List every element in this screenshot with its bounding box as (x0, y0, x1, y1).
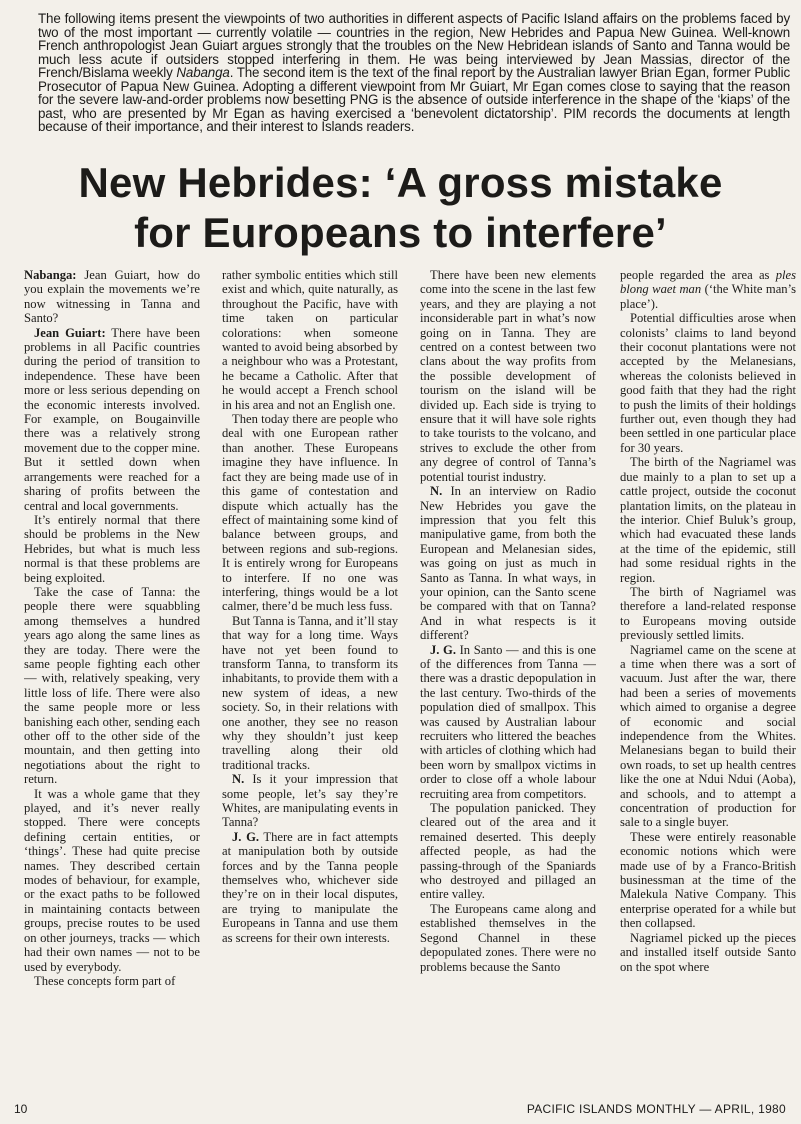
paragraph (222, 772, 398, 830)
speaker-label: N. (232, 772, 245, 787)
speaker-label: Jean Guiart: (34, 325, 106, 340)
intro-text-part1: The following items present the viewpoints of two authorities in different aspects of Pacific Island affairs on the problems faced by two of the most important — currently volatile — countries in the region, New Hebrides and Papua New Guinea. Well-known French anthropologist Jean Guiart argues strongly that the troubles on the New Hebridean islands of Santo and Tanna would be much less acute if outsiders stopped interfering in them. He was being interviewed by Jean Massias, director of the French/Bislama weekly (38, 11, 790, 80)
paragraph: These were entirely reasonable economic notions which were made use of by a Franco-British businessman at the time of the Malekula Native Company. This enterprise operated for a while but then collapsed. (620, 829, 796, 931)
article-body (24, 268, 800, 1068)
speaker-label: N. (430, 484, 443, 499)
paragraph (420, 484, 596, 642)
speaker-label: J. G. (232, 829, 260, 844)
paragraph: The population panicked. They cleared out of the area and it remained deserted. This deeply affected people, as had the passing-through of the Spaniards who destroyed and pillaged an entire valley. (420, 801, 596, 902)
speaker-label: Nabanga: (24, 268, 77, 282)
headline-line-2: for Europeans to interfere’ (134, 209, 667, 256)
paragraph: Potential difficulties arose when colonists’ claims to land beyond their coconut plantations were not accepted by the Melanesians, whereas the colonists believed in good faith that they had the right to push the limits of their holdings further out, even though they had been settled in one particular place for 30 years. (620, 311, 796, 455)
paragraph: It’s entirely normal that there should be problems in the New Hebrides, but what is much less normal is that these problems are being exploited. (24, 512, 200, 585)
paragraph-text: There are in fact attempts at manipulation both by outside forces and by the Tanna people themselves who, whichever side they’re on in their local disputes, are trying to manipulate the Europeans in Tanna and use them as screens for their own interests. (222, 829, 398, 945)
paragraph-text: (‘the White man’s place’). (620, 282, 796, 311)
paragraph-text: In an interview on Radio New Hebrides you gave the impression that you felt this manipulative game, from both the European and Melanesian sides, was going on just as much in Santo as Tanna. In what ways, in your opinion, can the Santo scene be compared with that on Tanna? And in what respects is it different? (420, 484, 596, 643)
paragraph: The birth of the Nagriamel was due mainly to a plan to set up a cattle project, outside the coconut plantation limits, on the plateau in the interior. Chief Buluk’s group, which had evacuated these lands at the time of the epidemic, still had some residual rights in the region. (620, 455, 796, 585)
page-number: 10 (14, 1102, 28, 1116)
paragraph-text: In Santo — and this is one of the differences from Tanna — there was a drastic depopulation in the last century. Two-thirds of the population died of smallpox. This was caused by Australian labour recruiters who littered the beaches with articles of clothing which had been worn by smallpox victims in order to close off a whole labour recruiting area from competitors. (420, 642, 596, 801)
paragraph: There have been new elements come into the scene in the last few years, and they are playing a not inconsiderable part in what’s now going on in Tanna. They are centred on a contest between two clans about the way profits from the possible development of tourism on the island will be divided up. Each side is trying to ensure that it will have sole rights to take tourists to the volcano, and strives to exclude the other from any degree of control of Tanna’s potential tourist industry. (420, 268, 596, 484)
paragraph: Then today there are people who deal with one European rather than another. These Europeans imagine they have influence. In fact they are being made use of in this game of contestation and dispute which actually has the effect of maintaining some kind of balance between groups, and between regions and sub-regions. It is entirely wrong for Europeans to interfere. If no one was interfering, things would be a lot calmer, there’d be much less fuss. (222, 412, 398, 614)
paragraph (222, 830, 398, 945)
paragraph: Nagriamel came on the scene at a time when there was a sort of vacuum. Just after the war, there had been a series of movements which aimed to organise a degree of economic and social independence from the Whites. Melanesians began to build their own roads, to set up health centres like the one at Ndui Ndui (Aoba), and schools, and to attempt a concentration of production for sale to a single buyer. (620, 642, 796, 830)
paragraph: These concepts form part of (34, 973, 176, 988)
article-column-4 (620, 268, 796, 1068)
intro-publication-name: Nabanga (176, 65, 230, 80)
paragraph (620, 268, 796, 311)
paragraph (24, 326, 200, 513)
intro-paragraph (38, 12, 790, 134)
paragraph: It was a whole game that they played, and it’s never really stopped. There were concepts defining certain entities, or ‘things’. These had quite precise names. They described certain modes of behaviour, for example, or the exact paths to be followed in maintaining contacts between groups, precise routes to be used on other journeys, tracks — which had their own names — not to be used by everybody. (24, 786, 200, 974)
intro-text-part2: . The second item is the text of the final report by the Australian lawyer Brian Egan, former Public Prosecutor of Papua New Guinea. Adopting a different viewpoint from Mr Guiart, Mr Egan comes close to saying that the reason for the severe law-and-order problems now besetting PNG is the absence of outside interference in the shape of the ‘kiaps’ of the past, who are presented by Mr Egan as having exercised a ‘benevolent dictatorship’. PIM records the documents at length because of their importance, and their interest to Islands readers. (38, 65, 790, 134)
paragraph: The birth of Nagriamel was therefore a land-related response to Europeans moving outside previously settled limits. (620, 584, 796, 643)
publication-masthead: PACIFIC ISLANDS MONTHLY — APRIL, 1980 (526, 1102, 786, 1116)
article-headline (20, 158, 781, 258)
paragraph: rather symbolic entities which still exist and which, quite naturally, as throughout the Pacific, have with time taken on particular colorations: when someone wanted to avoid being absorbed by a neighbour who was a Protestant, he became a Catholic. After that he would accept a French school in his area and not an English one. (222, 268, 398, 412)
article-column-1 (24, 268, 200, 1068)
paragraph-text: Jean Guiart, how do you explain the movements we’re now witnessing in Tanna and Santo? (24, 268, 200, 326)
paragraph-text: There have been problems in all Pacific countries during the period of transition to independence. These have been more or less serious depending on the economic interests involved. For example, on Bougainville there was a relatively strong movement due to the copper mine. But it settled down when arrangements were reached for a sharing of profits between the central and local governments. (24, 325, 200, 513)
bislama-phrase: ples blong waet man (620, 268, 796, 297)
paragraph (24, 268, 200, 326)
article-column-3 (420, 268, 596, 1068)
speaker-label: J. G. (430, 642, 456, 657)
paragraph: Take the case of Tanna: the people there were squabbling among themselves a hundred years ago along the same lines as they are today. There were the same people fighting each other — with, relatively speaking, very little loss of life. There were also the same people more or less banishing each other, sending each other off to the other side of the mountain, and then getting into negotiations about the right to return. (24, 584, 200, 787)
paragraph-text: people regarded the area as (620, 268, 776, 282)
paragraph (420, 643, 596, 801)
paragraph: The Europeans came along and established themselves in the Segond Channel in these depopulated zones. There were no problems because the Santo (420, 901, 596, 974)
headline-line-1: New Hebrides: ‘A gross mistake (78, 159, 723, 206)
article-column-2 (222, 268, 398, 1068)
paragraph: Nagriamel picked up the pieces and installed itself outside Santo on the spot where (620, 930, 796, 974)
paragraph: But Tanna is Tanna, and it’ll stay that way for a long time. Ways have not yet been found to transform Tanna, to transform its inhabitants, to provide them with a new system of ideas, a new society. So, in their relations with one another, they see no reason why they shouldn’t just keep travelling along their old traditional tracks. (222, 613, 398, 772)
paragraph-text: Is it your impression that some people, let’s say they’re Whites, are manipulating events in Tanna? (222, 772, 398, 830)
